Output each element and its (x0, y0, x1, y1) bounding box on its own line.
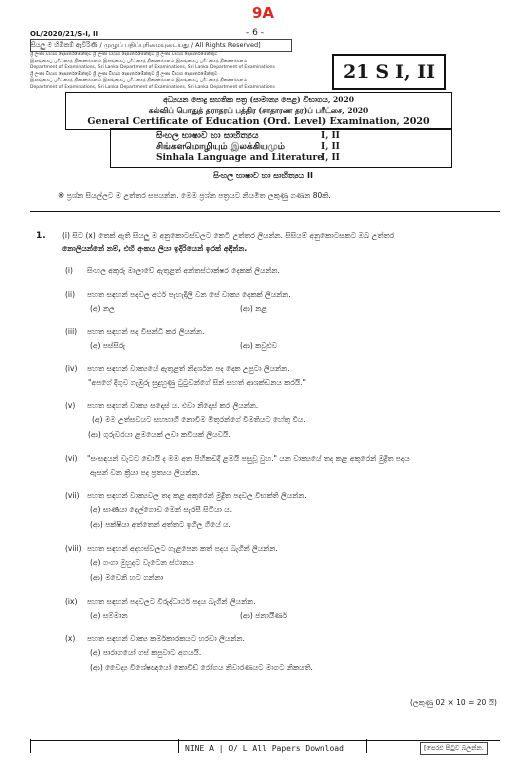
exam-title-sinhala: අධ්‍යයන පොදු සහතික පත්‍ර (සාමාන්‍ය පෙළ) විභාගය, 2020 (163, 95, 354, 104)
list-item: (iii) පහත සඳහන් පද විසන්ධි කර ලියන්න. (65, 327, 205, 336)
option-a: (අ) පාරාගයෝ ගස් කපුවාට අගයයි. (90, 648, 202, 657)
marks-allocation: (ලකුණු 02 × 10 = 20 යි) (410, 698, 497, 707)
option-b: (ආ) පක්ෂියා අත්තෙන් අත්තට ඉගිල ගියේ ය. (90, 520, 231, 529)
question-number: 1. (36, 231, 46, 241)
subject-sinhala: සිංහල භාෂාව හා සාහිත්‍යය (156, 131, 259, 141)
subject-code: I, II (321, 153, 340, 163)
option-a: (අ) නල (90, 304, 115, 313)
footer-download-text[interactable]: NINE A | O/ L All Papers Download (185, 744, 344, 753)
list-item: (ii) පහත සඳහන් පදවල අර්ථ පැහැදිලි වන සේ වාක්‍ය දෙකක් ලියන්න. (65, 290, 291, 299)
list-item: (ix) පහත සඳහන් පදවලට විරුද්ධාර්ථ පදය බැගින් ලියන්න. (65, 597, 256, 606)
subject-code: I, II (321, 131, 340, 141)
code-number: 21 (342, 61, 370, 83)
exam-title-english: General Certificate of Education (Ord. Level) Examination, 2020 (87, 116, 430, 127)
divider (30, 740, 500, 741)
subject-box (110, 128, 452, 168)
subject-english: Sinhala Language and Literature (156, 153, 323, 163)
exam-title-tamil: கல்விப் பொதுத் தராதரப் பத்திர (சாதாரண தர)ப் பரீட்சை, 2020 (148, 106, 369, 115)
subject-code-box (332, 54, 446, 90)
banner-row: இலங்கைப் பரீட்சைத் திணைக்களம் இலங்கைப் பரீட்சைத் திணைக்களம் இலங்கைப் பரீட்சைத் திணைக்களம் (30, 58, 248, 64)
list-item: (x) පහත සඳහන් වාක්‍ය කර්මකාරකයට හරවා ලියන්න. (65, 634, 245, 643)
option-b: (ආ) ජනායීර්ණ (240, 611, 288, 620)
subject-tamil: சிங்களமொழியும் இலக்கியமும் (156, 142, 286, 152)
option-b: (ආ) මවෙනි හට ගන්නා (90, 573, 164, 582)
list-item: (i) සිංහල අකුරු මාලාවේ ඇතුළත් අන්තස්ථාක්ෂර දෙකක් ලියන්න. (65, 266, 280, 275)
option-b: (ආ) නළ (240, 304, 267, 313)
code-parts: I, II (395, 61, 436, 83)
department-banner (30, 52, 320, 92)
question-stem: (i) සිට (x) තෙක් ඇති සියලු ම අනුකොටස්වලට කෙටි උත්තර ලියන්න. සිසියම් අනුකොටසකට ඔබ උත්තර (62, 231, 395, 240)
subject-code: I, II (321, 142, 340, 152)
question-stem: නොලියන්නේ නම්, එහි අංකය ලියා ඉදිරියෙන් ඉරක් අඳින්න. (62, 244, 248, 253)
instruction: ※ ප්‍රශ්න සියල්ලට ම උත්තර සපයන්න. මෙම ප්‍රශ්න පත්‍රයට නියමිත ලකුණු ගණන 80කි. (58, 191, 331, 200)
option-b: (ආ) වෛද්‍ය විශේෂඥයෝ කොවිඩ් රෝගය නිවාරණයට මාගට නිකයති. (90, 663, 313, 672)
list-item: (iv) පහත සඳහන් වාක්‍යයේ ඇතුළත් නිදර්ශන පද දෙක උපුටා ලියන්න. (65, 364, 290, 373)
list-item: (vii) පහත සඳහන් වාක්‍යවල තද කළ අකුරෙන් මුද්‍රිත පදවල විභක්ති ලියන්න. (65, 491, 307, 500)
divider (30, 211, 500, 212)
banner-row: இலங்கைப் பரீட்சைத் திணைக்களம் இலங்கைப் பரீட்சைத் திணைக்களம் இலங்கைப் பரீட்சைத் திணைக்களம் (30, 78, 248, 84)
option-b: (ආ) ගුරුවරයා ළමයෙක් ලවා කවියක් ලියවයි. (88, 430, 231, 439)
banner-row: Department of Examinations, Sri Lanka Department of Examinations, Sri Lanka Department of Examinations (30, 65, 275, 71)
divider (366, 739, 367, 753)
quoted-sentence: "අපගේ දිගුව ගැඹුරු සුදුහුණු ටුටුවන්ගේ සින් සහත් ආශක්ඩනය කරයි." (88, 378, 306, 387)
banner-row: ශ්‍රී ලංකා විභාග දෙපාර්තමේන්තුව ශ්‍රී ලංකා විභාග දෙපාර්තමේන්තුව ශ්‍රී ලංකා විභාග දෙපාර්තමේන්තුව (30, 71, 218, 77)
option-a: (අ) සාර්‍ණයා දෙල්ගොඩ මෙන් සැරසී සිටියා ය. (90, 505, 232, 514)
exam-title-box (65, 92, 452, 130)
rights-line: සියලු ම හිමිකම් ඇවිරිණි / முழுப் பதிப்புரிமையுடையது / All Rights Reserved] (30, 39, 292, 52)
list-item: (vi) "සංසඳයන් වැටට ඩොයි ද මම අත පිහිකඩදී ළමයි පසුවූ වුහ." යන වාක්‍යයේ තද කළ අකුරෙන් මුද්‍රිත පදය (65, 454, 410, 463)
option-a: (අ) මම උත්සවයට සහභාගී නොවීම මිතුරන්ගේ විමතියට හේතු විය. (92, 415, 306, 424)
item-continuation: ඇසන් වන ක්‍රියා පද ප්‍රත්‍යය ලියන්න. (90, 468, 200, 477)
divider (30, 739, 31, 753)
turn-page-note: [පෙරළු පිටුව බලන්න. (420, 742, 488, 755)
option-a: (අ) සම්මාන (90, 611, 128, 620)
divider (178, 739, 179, 753)
part-title: සිංහල භාෂාව හා සාහිත්‍යය II (213, 171, 313, 180)
option-b: (ආ) කවුළුව (240, 341, 278, 350)
paper-code: OL/2020/21/S-I, II (30, 30, 99, 38)
banner-row: ශ්‍රී ලංකා විභාග දෙපාර්තමේන්තුව ශ්‍රී ලංකා විභාග දෙපාර්තමේන්තුව ශ්‍රී ලංකා විභාග දෙපාර්තමේන්තුව (30, 52, 218, 57)
option-a: (අ) ගංගා මුහුදට වැටෙන ස්ථානය (90, 558, 194, 567)
banner-row: Department of Examinations, Sri Lanka Department of Examinations, Sri Lanka Department of Examinations (30, 84, 275, 90)
page-number: - 6 - (246, 28, 264, 38)
code-letter: S (375, 61, 390, 83)
option-a: (අ) පස්සිරු (90, 341, 125, 350)
site-logo: 9A (251, 4, 275, 22)
list-item: (v) පහත සඳහන් වාක්‍ය සදොස් ය. එවා නිදොස් කර ලියන්න. (65, 401, 259, 410)
list-item: (viii) පහත සඳහන් අදහස්වලට ගැළපෙන කත් පදය බැගින් ලියන්න. (65, 544, 278, 553)
